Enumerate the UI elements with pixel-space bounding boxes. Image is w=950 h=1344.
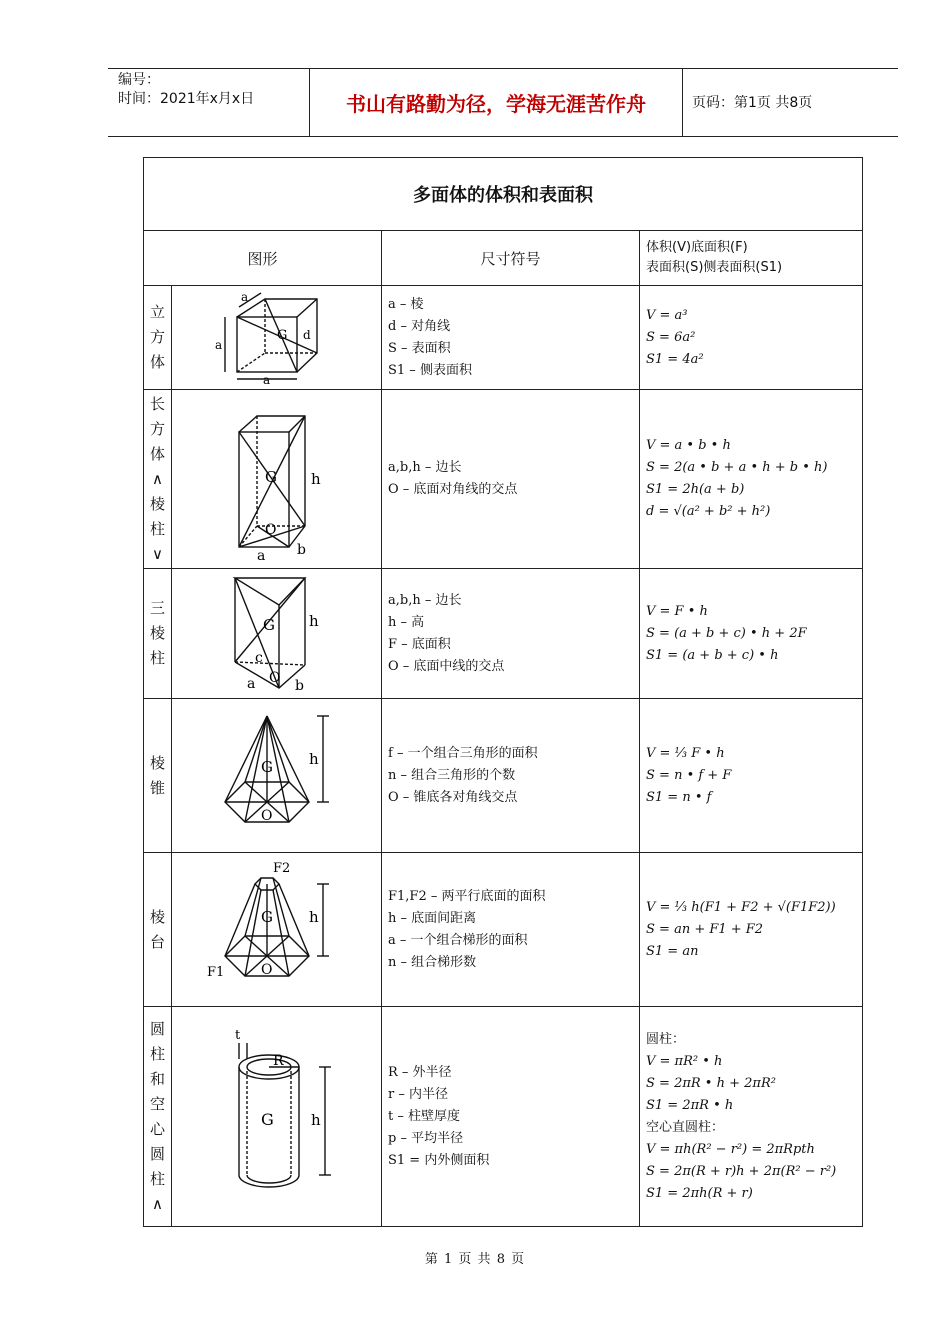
formula-heading: 圆柱： [646,1031,686,1047]
table-row [144,569,863,699]
shape-name: 长 方 体 ∧ 棱 柱 ∨ [144,390,172,569]
table-row [144,286,863,390]
svg-text:G: G [260,757,273,776]
symbols-cell: a – 棱 d – 对角线 S – 表面积 S1 – 侧表面积 [382,286,640,390]
svg-text:G: G [276,327,287,343]
svg-text:F1: F1 [206,964,224,980]
cuboid-diagram [177,392,377,562]
frustum-diagram [177,858,377,998]
svg-text:b: b [296,542,306,558]
shape-name: 棱 台 [144,853,172,1007]
symbols-cell: a,b,h – 边长 h – 高 F – 底面积 O – 底面中线的交点 [382,569,640,699]
svg-text:h: h [310,1110,321,1129]
symbols-cell: F1,F2 – 两平行底面的面积 h – 底面间距离 a – 一个组合梯形的面积 n – 组合梯形数 [382,853,640,1007]
svg-text:G: G [260,1109,274,1129]
header-motto: 书山有路勤为径，学海无涯苦作舟 [346,91,646,116]
formulas-cell: V = a • b • h S = 2(a • b + a • h + b • h) S1 = 2h(a + b) d = √(a² + b² + h²) [640,390,863,569]
svg-text:a: a [262,372,270,385]
formulas-cell: V = a³ S = 6a² S1 = 4a² [640,286,863,390]
header-number: 编号： [118,72,160,88]
header-meta [118,71,254,109]
shape-name: 棱 锥 [144,699,172,853]
cube-diagram [177,287,377,385]
column-header-formulas [640,231,863,286]
formula-header-line-2: 表面积(S)侧表面积(S1) [646,260,783,275]
svg-text:d: d [302,327,311,342]
formulas-cell: V = ⅓ h(F1 + F2 + √(F1F2)) S = an + F1 + F2 S1 = an [640,853,863,1007]
cube-figure [172,286,382,390]
svg-text:t: t [234,1027,240,1043]
cuboid-figure [172,390,382,569]
svg-text:O: O [260,961,272,978]
header-date: 时间：2021年x月x日 [118,91,255,107]
formula-heading: 空心直圆柱： [646,1119,725,1135]
svg-text:G: G [264,468,277,486]
formula-header-line-1: 体积(V)底面积(F) [646,240,748,255]
shape-name: 圆 柱 和 空 心 圆 柱 ∧ [144,1007,172,1227]
svg-text:h: h [308,907,319,926]
table-row [144,853,863,1007]
svg-text:a: a [240,289,248,304]
symbols-cell: R – 外半径 r – 内半径 t – 柱壁厚度 p – 平均半径 S1 = 内外侧面积 [382,1007,640,1227]
svg-text:F2: F2 [272,860,290,876]
svg-text:G: G [260,907,273,926]
column-header-symbols: 尺寸符号 [382,231,640,286]
svg-text:O: O [264,522,276,538]
svg-text:a: a [246,675,255,692]
prism-diagram [177,570,377,694]
page-footer: 第 1 页 共 8 页 [424,1252,526,1267]
shape-name: 立 方 体 [144,286,172,390]
polyhedra-table [143,157,863,1227]
header-bottom-rule [108,136,898,137]
table-row [144,1007,863,1227]
svg-text:O: O [260,807,272,824]
frustum-figure [172,853,382,1007]
header-page-number: 页码：第1页 共8页 [692,95,813,111]
header-divider [682,68,683,136]
table-row [144,390,863,569]
column-header-figure: 图形 [144,231,382,286]
svg-text:O: O [268,669,280,686]
svg-text:a: a [256,548,265,562]
svg-text:c: c [254,649,263,666]
symbols-cell: a,b,h – 边长 O – 底面对角线的交点 [382,390,640,569]
pyramid-figure [172,699,382,853]
prism-figure [172,569,382,699]
svg-text:G: G [262,615,275,634]
symbols-cell: f – 一个组合三角形的面积 n – 组合三角形的个数 O – 锥底各对角线交点 [382,699,640,853]
pyramid-diagram [177,704,377,844]
formulas-cell: V = F • h S = (a + b + c) • h + 2F S1 = (a + b + c) • h [640,569,863,699]
cylinder-diagram [177,1015,377,1215]
table-title: 多面体的体积和表面积 [144,158,863,231]
svg-text:h: h [308,611,319,630]
svg-text:b: b [294,677,304,694]
formulas-cell: V = ⅓ F • h S = n • f + F S1 = n • f [640,699,863,853]
shape-name: 三 棱 柱 [144,569,172,699]
cylinder-figure [172,1007,382,1227]
svg-text:h: h [310,470,321,488]
svg-text:R: R [272,1052,284,1069]
svg-text:a: a [214,337,222,352]
formulas-cell: 圆柱： V = πR² • h S = 2πR • h + 2πR² S1 = 2πR • h 空心直圆柱： V = πh(R² − r²) = 2πRpth S = 2π(R + r)h + 2π(R² − r²) S1 = 2πh(R + r) [640,1007,863,1227]
svg-text:h: h [308,749,319,768]
table-row [144,699,863,853]
